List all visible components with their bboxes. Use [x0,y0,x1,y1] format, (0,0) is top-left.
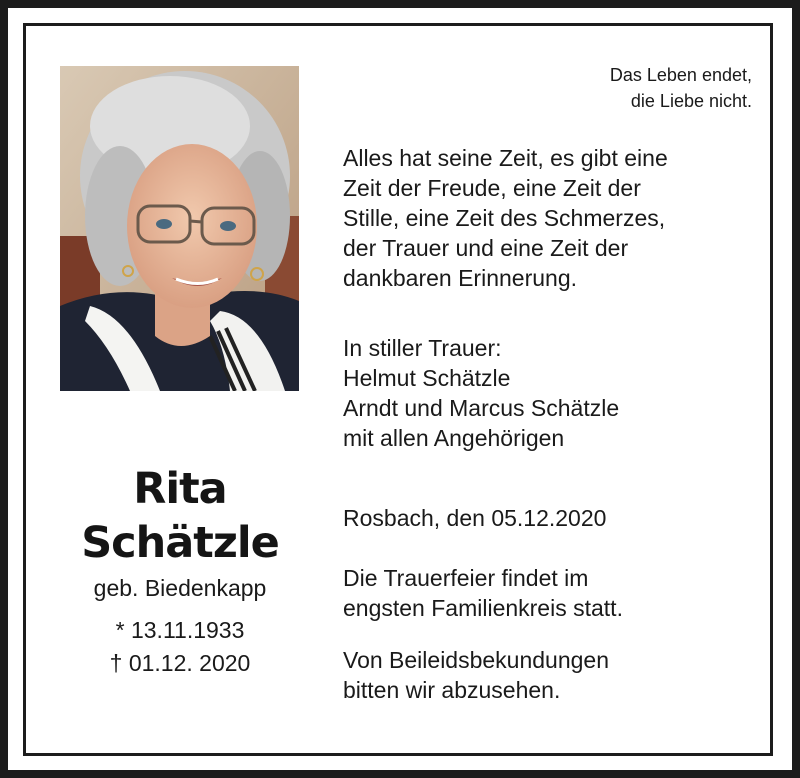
motto-line: Das Leben endet, [609,65,752,85]
quote [343,143,763,293]
ceremony-line: engsten Familienkreis statt. [343,595,623,621]
last-name: Schätzle [81,518,279,568]
ceremony-note [343,563,763,623]
motto [610,62,752,114]
mourner-name: Helmut Schätzle [343,365,511,391]
first-name: Rita [133,464,227,514]
mourner-name: mit allen Angehörigen [343,425,565,451]
mourners-heading: In stiller Trauer: [343,335,502,361]
mourner-name: Arndt und Marcus Schätzle [343,395,620,421]
place-date: Rosbach, den 05.12.2020 [343,505,607,531]
deceased-name [40,462,320,570]
quote-line: Alles hat seine Zeit, es gibt eine [343,145,668,171]
quote-line: Stille, eine Zeit des Schmerzes, [343,205,666,231]
quote-line: dankbaren Erinnerung. [343,265,577,291]
portrait-photo [60,66,299,391]
birth-date: * 13.11.1933 [115,617,245,643]
ceremony-line: Die Trauerfeier findet im [343,565,589,591]
mourners [343,333,763,453]
motto-line: die Liebe nicht. [630,91,752,111]
life-dates [40,614,320,680]
condolences-line: Von Beileidsbekundungen [343,647,610,673]
quote-line: der Trauer und eine Zeit der [343,235,629,261]
condolences-note [343,645,763,705]
quote-line: Zeit der Freude, eine Zeit der [343,175,641,201]
death-date: † 01.12. 2020 [109,650,251,676]
birth-name: geb. Biedenkapp [93,575,267,601]
condolences-line: bitten wir abzusehen. [343,677,561,703]
